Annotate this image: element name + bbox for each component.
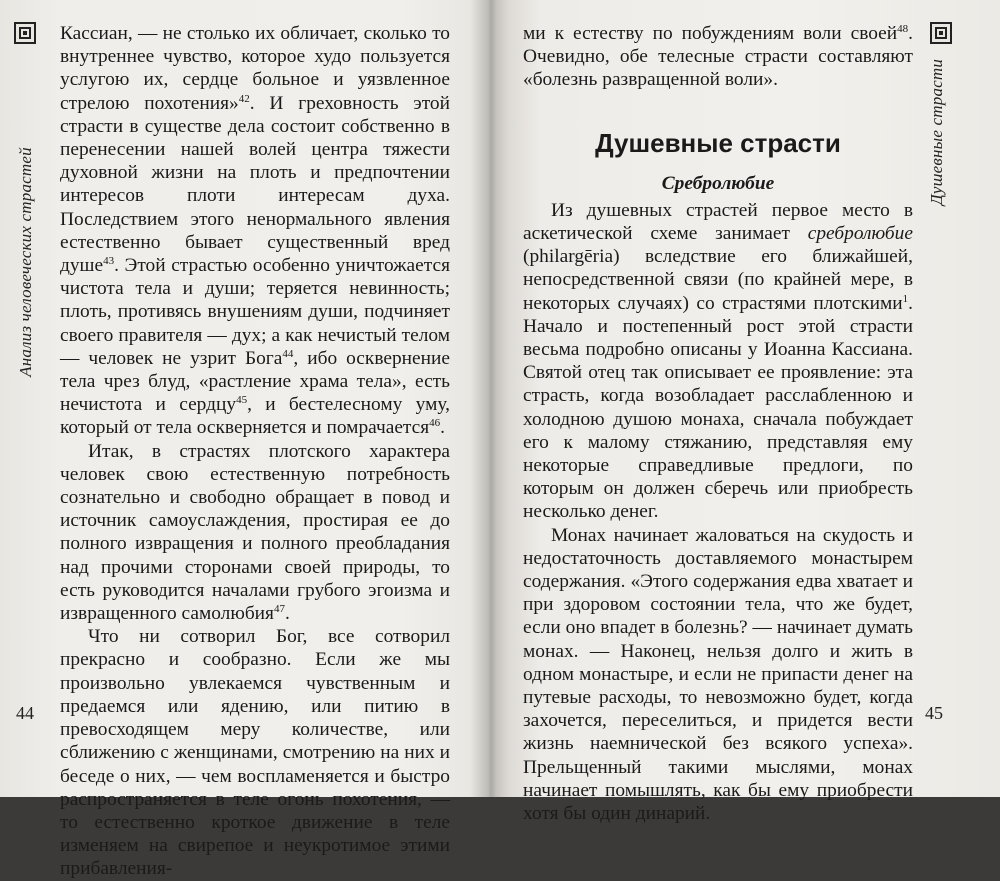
ornament-icon (14, 22, 36, 44)
right-body-text (523, 22, 913, 825)
right-paragraph-1: Из душевных страстей первое место в аскетической схеме занимает сребролюбие (philargēria) вследствие его ближайшей, непосредственной связи (по крайней мере, в некоторых случаях) со страстями плотскими$^1$. Начало и постепенный рост этой страсти весьма подробно описаны у Иоанна Кассиана. Святой отец так описывает ее проявление: эта страсть, когда возобладает расслабленною и холодною душою монаха, сначала побуждает его к малому стяжанию, представляя ему некоторые справедливые предлоги, по которым он должен сберечь или приобресть несколько денег. (523, 199, 913, 523)
left-running-head: Анализ человеческих страстей (16, 147, 35, 377)
right-page (505, 0, 1000, 825)
ornament-icon (930, 22, 952, 44)
left-page (0, 0, 490, 880)
right-running-head: Душевные страсти (927, 58, 946, 206)
right-continuation-paragraph: ми к естеству по побуждениям воли своей$^{48}$. Очевидно, обе телесные страсти составляют «болезнь развращенной воли». (523, 23, 913, 91)
left-body-text (60, 22, 450, 881)
left-paragraph-1: Кассиан, — не столько их обличает, сколько то внутреннее чувство, которое худо пользуется услугою их, сердце больное и уязвленное стрелою похотения»$^{42}$. И греховность этой страсти в существе дела состоит собственно в перенесении нашей волей центра тяжести духовной жизни на плоть и предпочтении интересов плоти интересам духа. Последствием этого ненормального явления естественно бывает существенный вред душе$^{43}$. Этой страстью особенно уничтожается чистота тела и души; теряется невинность; плоть, противясь внушениям души, подчиняет своего правителя — дух; а как нечистый телом — человек не узрит Бога$^{44}$, ибо осквернение тела чрез блуд, «растление храма тела», есть нечистота и сердцу$^{45}$, и бестелесному уму, который от тела оскверняется и помрачается$^{46}$. (60, 23, 451, 439)
left-paragraph-3: Что ни сотворил Бог, все сотворил прекрасно и сообразно. Если же мы произвольно увлекаемся чувственным и предаемся или ядению, или питию в превосходящем меру количестве, или сближению с женщинами, смотрению на них и беседе о них, — чем воспламеняется и быстро распространяется в теле огонь похотения, — то естественно кроткое движение в теле изменяем на свирепое и неукротимое этими прибавления- (60, 626, 450, 880)
left-page-number: 44 (16, 703, 34, 723)
right-page-number: 45 (925, 703, 943, 723)
right-paragraph-2: Монах начинает жаловаться на скудость и недостаточность доставляемого монастырем содержания. «Этого содержания едва хватает и при здоровом состоянии тела, что же будет, если оно впадет в болезнь? — начинает думать монах. — Наконец, нельзя долго и жить в одном монастыре, и если не припасти денег на путевые расходы, то невозможно будет, когда захочется, переселиться, и придется вести жизнь наемнической без всякого успеха». Прельщенный такими мыслями, монах начинает помышлять, как бы ему приобрести хотя бы один динарий. (523, 524, 913, 825)
section-title: Душевные страсти (595, 127, 841, 158)
subsection-title: Сребролюбие (661, 172, 775, 194)
left-paragraph-2: Итак, в страстях плотского характера человек свою естественную потребность сознательно и свободно обращает в повод и источник самоуслаждения, простирая ее до полного извращения и полного преобладания над прочими сторонами своей природы, то есть руководится началами грубого эгоизма и извращенного самолюбия$^{47}$. (60, 440, 450, 625)
